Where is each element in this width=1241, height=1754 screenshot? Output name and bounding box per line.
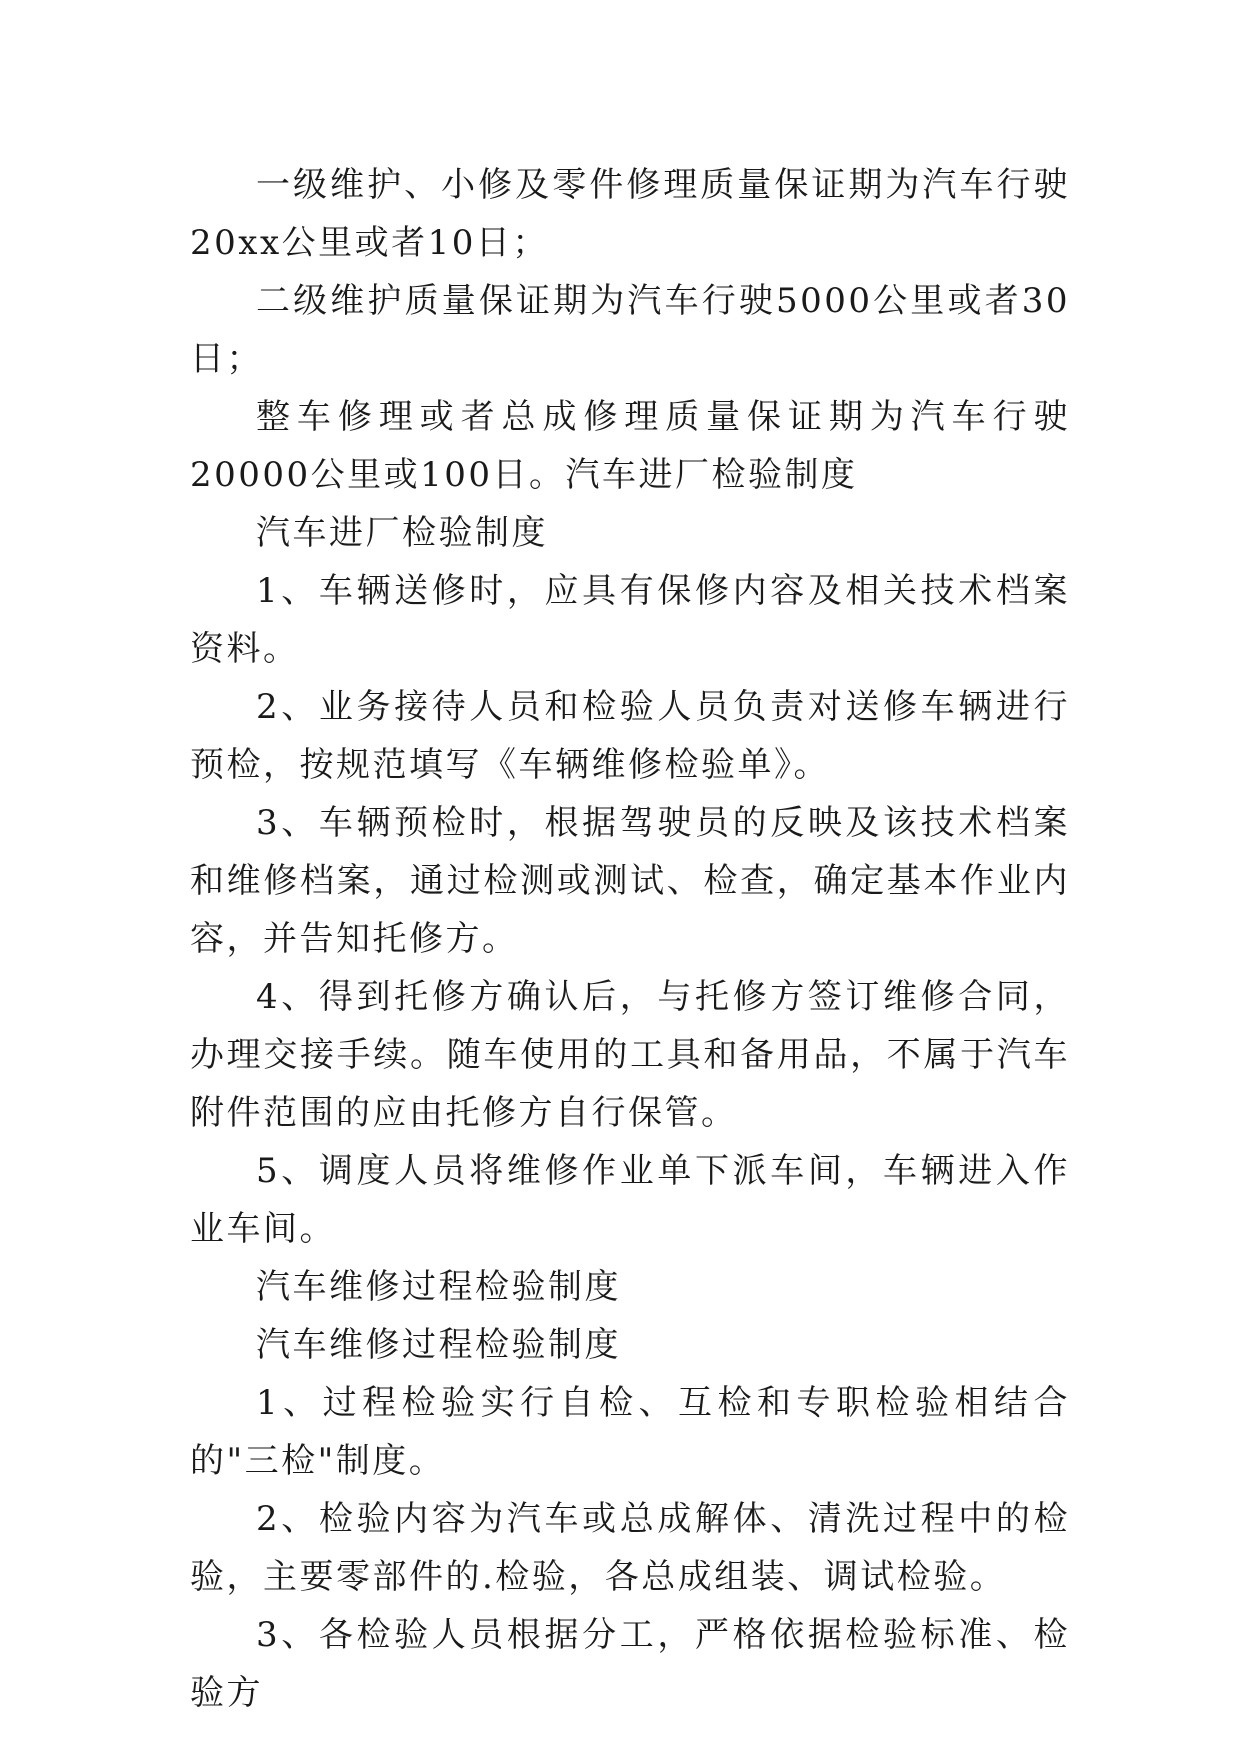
paragraph-warranty-overhaul: 整车修理或者总成修理质量保证期为汽车行驶20000公里或100日。汽车进厂检验制度 xyxy=(190,397,1070,495)
paragraph-warranty-level1: 一级维护、小修及零件修理质量保证期为汽车行驶20xx公里或者10日； xyxy=(190,165,1070,263)
paragraph-intake-item-3: 3、车辆预检时，根据驾驶员的反映及该技术档案和维修档案，通过检测或测试、检查，确定基本作业内容，并告知托修方。 xyxy=(190,803,1070,959)
paragraph-intake-item-2: 2、业务接待人员和检验人员负责对送修车辆进行预检，按规范填写《车辆维修检验单》。 xyxy=(190,687,1070,785)
paragraph-warranty-level2: 二级维护质量保证期为汽车行驶5000公里或者30日； xyxy=(190,281,1070,379)
paragraph-intake-item-1: 1、车辆送修时，应具有保修内容及相关技术档案资料。 xyxy=(190,571,1070,669)
paragraph-process-item-1: 1、过程检验实行自检、互检和专职检验相结合的"三检"制度。 xyxy=(190,1383,1070,1481)
paragraph-process-item-3: 3、各检验人员根据分工，严格依据检验标准、检验方 xyxy=(190,1615,1070,1713)
document-body xyxy=(190,156,1070,1722)
paragraph-intake-item-5: 5、调度人员将维修作业单下派车间，车辆进入作业车间。 xyxy=(190,1151,1070,1249)
section-heading-process-inspection: 汽车维修过程检验制度 xyxy=(256,1267,621,1307)
paragraph-process-item-2: 2、检验内容为汽车或总成解体、清洗过程中的检验，主要零部件的.检验，各总成组装、调试检验。 xyxy=(190,1499,1070,1597)
paragraph-intake-item-4: 4、得到托修方确认后，与托修方签订维修合同，办理交接手续。随车使用的工具和备用品，不属于汽车附件范围的应由托修方自行保管。 xyxy=(190,977,1070,1133)
section-heading-intake-inspection: 汽车进厂检验制度 xyxy=(256,513,548,553)
section-heading-process-inspection-repeat: 汽车维修过程检验制度 xyxy=(256,1325,621,1365)
